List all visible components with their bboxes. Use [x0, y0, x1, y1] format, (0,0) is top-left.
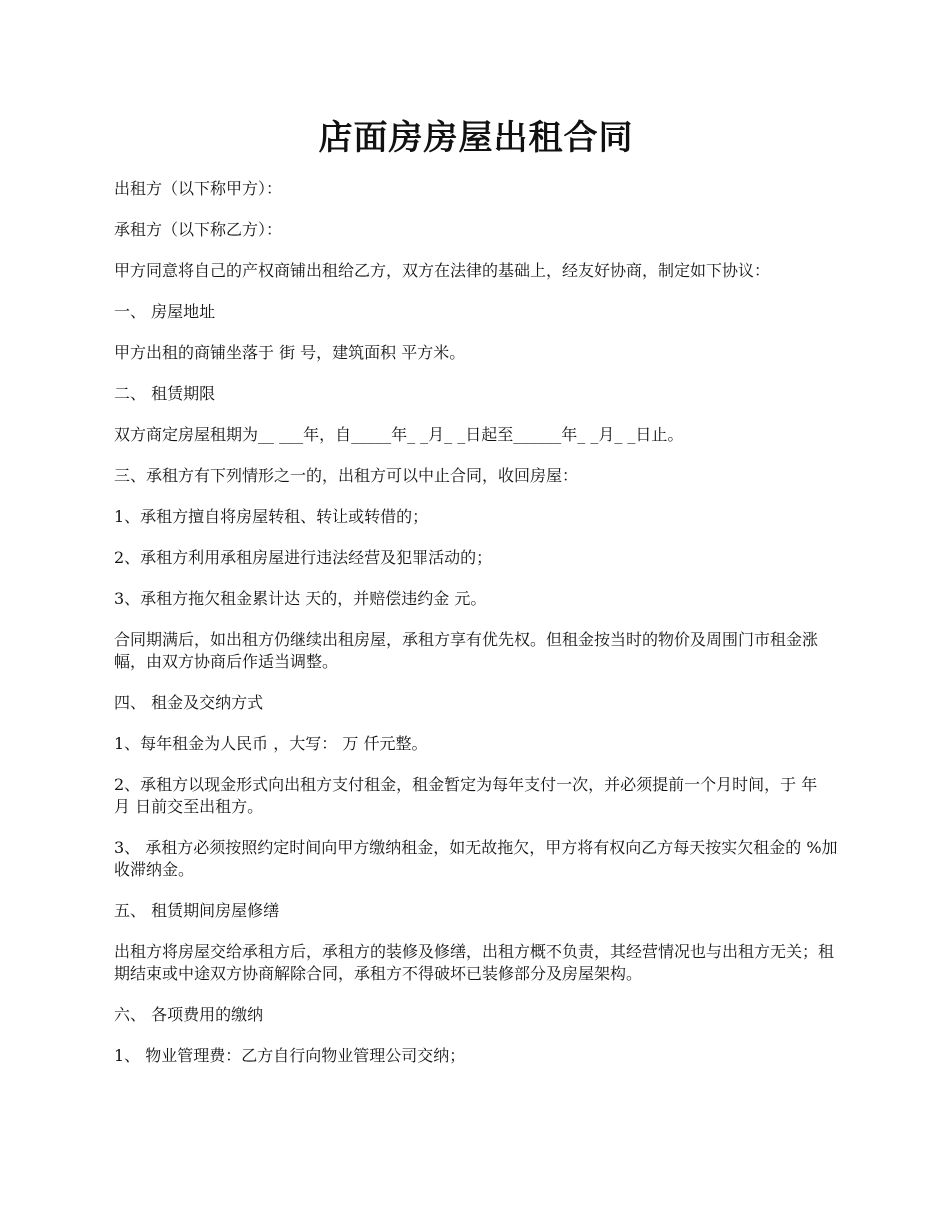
list-item-rent-1: 1、每年租金为人民币 ，大写： 万 仟元整。 [114, 734, 428, 753]
paragraph-lessee: 承租方（以下称乙方）： [114, 220, 283, 239]
list-item-fees-1: 1、 物业管理费：乙方自行向物业管理公司交纳； [114, 1046, 466, 1065]
paragraph-repairs: 出租方将房屋交给承租方后，承租方的装修及修缮，出租方概不负责，其经营情况也与出租方无关；租期结束或中途双方协商解除合同，承租方不得破坏已装修部分及房屋架构。 [114, 942, 835, 983]
section-heading-address: 一、 房屋地址 [114, 302, 216, 321]
paragraph-address: 甲方出租的商铺坐落于 街 号，建筑面积 平方米。 [114, 343, 466, 362]
paragraph-agreement-intro: 甲方同意将自己的产权商铺出租给乙方，双方在法律的基础上，经友好协商，制定如下协议： [114, 261, 771, 280]
list-item-rent-3: 3、 承租方必须按照约定时间向甲方缴纳租金，如无故拖欠，甲方将有权向乙方每天按实欠租金的 %加收滞纳金。 [114, 838, 838, 879]
paragraph-term: 双方商定房屋租期为__ ___年，自_____年_ _月_ _日起至______年_ _月_ _日止。 [114, 425, 684, 444]
section-heading-repairs: 五、 租赁期间房屋修缮 [114, 901, 280, 920]
list-item-termination-2: 2、承租方利用承租房屋进行违法经营及犯罪活动的； [114, 548, 493, 567]
section-heading-fees: 六、 各项费用的缴纳 [114, 1005, 264, 1024]
document-title: 店面房房屋出租合同 [318, 118, 634, 158]
section-heading-rent: 四、 租金及交纳方式 [114, 693, 264, 712]
section-heading-termination: 三、承租方有下列情形之一的，出租方可以中止合同，收回房屋： [114, 466, 579, 485]
paragraph-renewal: 合同期满后，如出租方仍继续出租房屋，承租方享有优先权。但租金按当时的物价及周围门市租金涨幅，由双方协商后作适当调整。 [114, 630, 819, 671]
paragraph-lessor: 出租方（以下称甲方）： [114, 179, 283, 198]
list-item-rent-2: 2、承租方以现金形式向出租方支付租金，租金暂定为每年支付一次，并必须提前一个月时间，于 年 月 日前交至出租方。 [114, 775, 823, 816]
section-heading-term: 二、 租赁期限 [114, 384, 216, 403]
list-item-termination-1: 1、承租方擅自将房屋转租、转让或转借的； [114, 507, 429, 526]
list-item-termination-3: 3、承租方拖欠租金累计达 天的，并赔偿违约金 元。 [114, 589, 487, 608]
